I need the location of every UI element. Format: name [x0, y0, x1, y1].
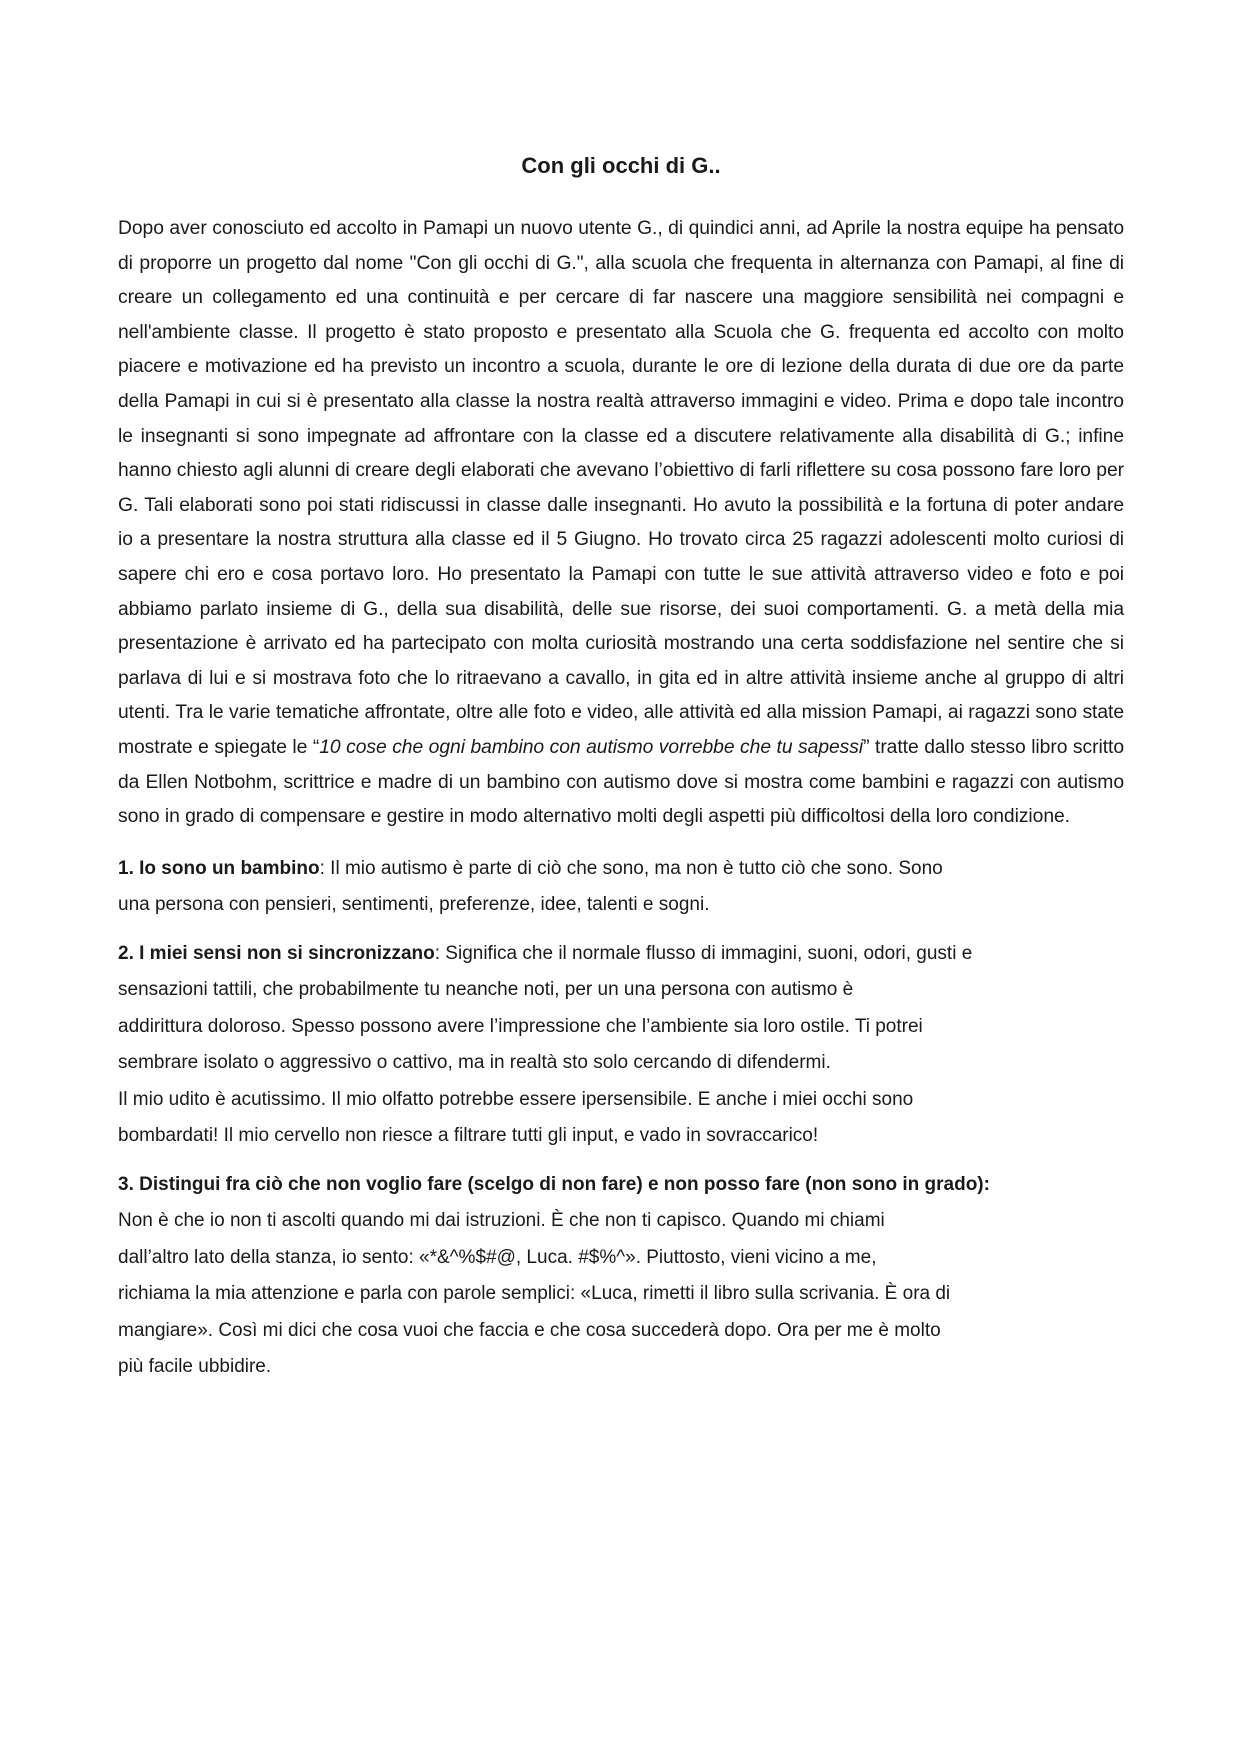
document-title: Con gli occhi di G..	[521, 153, 721, 178]
point-line: più facile ubbidire.	[118, 1356, 272, 1378]
point-1	[118, 851, 1124, 924]
point-line: richiama la mia attenzione e parla con parole semplici: «Luca, rimetti il libro sulla scrivania. È ora di	[118, 1283, 951, 1305]
point-line: Il mio udito è acutissimo. Il mio olfatto potrebbe essere ipersensibile. E anche i miei occhi sono	[118, 1088, 914, 1110]
point-line: addirittura doloroso. Spesso possono avere l’impressione che l’ambiente sia loro ostile. Ti potrei	[118, 1015, 923, 1037]
document-page	[118, 150, 1124, 1398]
intro-paragraph	[118, 212, 1124, 835]
point-line: dall’altro lato della stanza, io sento: «*&^%$#@, Luca. #$%^». Piuttosto, vieni vicino a me,	[118, 1246, 877, 1268]
point-2	[118, 936, 1124, 1155]
point-line	[118, 1167, 1124, 1204]
intro-text-end: ” tratte dallo stesso libro scritto da Ellen Notbohm, scrittrice e madre di un bambino con autismo dove si mostra come bambini e ragazzi con autismo sono in grado di compensare e gestire in modo alternativo molti degli aspetti più difficoltosi della loro condizione.	[118, 736, 1124, 828]
point-heading: 1. Io sono un bambino	[118, 857, 320, 879]
point-line: sensazioni tattili, che probabilmente tu neanche noti, per un una persona con autismo è	[118, 979, 854, 1001]
intro-text: Dopo aver conosciuto ed accolto in Pamapi un nuovo utente G., di quindici anni, ad Aprile la nostra equipe ha pensato di proporre un progetto dal nome "Con gli occhi di G.", alla scuola che frequenta in alternanza con Pamapi, al fine di creare un collegamento ed una continuità e per cercare di far nascere una maggiore sensibilità nei compagni e nell'ambiente classe. Il progetto è stato proposto e presentato alla Scuola che G. frequenta ed accolto con molto piacere e motivazione ed ha previsto un incontro a scuola, durante le ore di lezione della durata di due ore da parte della Pamapi in cui si è presentato alla classe la nostra realtà attraverso immagini e video. Prima e dopo tale incontro le insegnanti si sono impegnate ad affrontare con la classe ed a discutere relativamente alla disabilità di G.; infine hanno chiesto agli alunni di creare degli elaborati che avevano l’obiettivo di farli riflettere su cosa possono fare loro per G. Tali elaborati sono poi stati ridiscussi in classe dalle insegnanti. Ho avuto la possibilità e la fortuna di poter andare io a presentare la nostra struttura alla classe ed il 5 Giugno. Ho trovato circa 25 ragazzi adolescenti molto curiosi di sapere chi ero e cosa portavo loro. Ho presentato la Pamapi con tutte le sue attività attraverso video e foto e poi abbiamo parlato insieme di G., della sua disabilità, delle sue risorse, dei suoi comportamenti. G. a metà della mia presentazione è arrivato ed ha partecipato con molta curiosità mostrando una certa soddisfazione nel sentire che si parlava di lui e si mostrava foto che lo ritraevano a cavallo, in gita ed in altre attività insieme anche al gruppo di altri utenti. Tra le varie tematiche affrontate, oltre alle foto e video, alle attività ed alla mission Pamapi, ai ragazzi sono state mostrate e spiegate le “	[118, 218, 1124, 758]
point-line: Non è che io non ti ascolti quando mi dai istruzioni. È che non ti capisco. Quando mi chiami	[118, 1210, 885, 1232]
point-3	[118, 1167, 1124, 1386]
point-heading: 3. Distingui fra ciò che non voglio fare (scelgo di non fare) e non posso fare (non sono in grado):	[118, 1173, 990, 1195]
point-line: mangiare». Così mi dici che cosa vuoi che faccia e che cosa succederà dopo. Ora per me è molto	[118, 1319, 941, 1341]
point-line: bombardati! Il mio cervello non riesce a filtrare tutti gli input, e vado in sovraccarico!	[118, 1125, 819, 1147]
point-line: 2. I miei sensi non si sincronizzano: Significa che il normale flusso di immagini, suoni, odori, gusti e	[118, 942, 973, 964]
point-heading: 2. I miei sensi non si sincronizzano	[118, 942, 435, 964]
book-title-quote: 10 cose che ogni bambino con autismo vorrebbe che tu sapessi	[319, 736, 864, 758]
point-line: sembrare isolato o aggressivo o cattivo, ma in realtà sto solo cercando di difendermi.	[118, 1052, 831, 1074]
point-line: una persona con pensieri, sentimenti, preferenze, idee, talenti e sogni.	[118, 894, 710, 916]
point-line: 1. Io sono un bambino: Il mio autismo è parte di ciò che sono, ma non è tutto ciò che sono. Sono	[118, 857, 943, 879]
